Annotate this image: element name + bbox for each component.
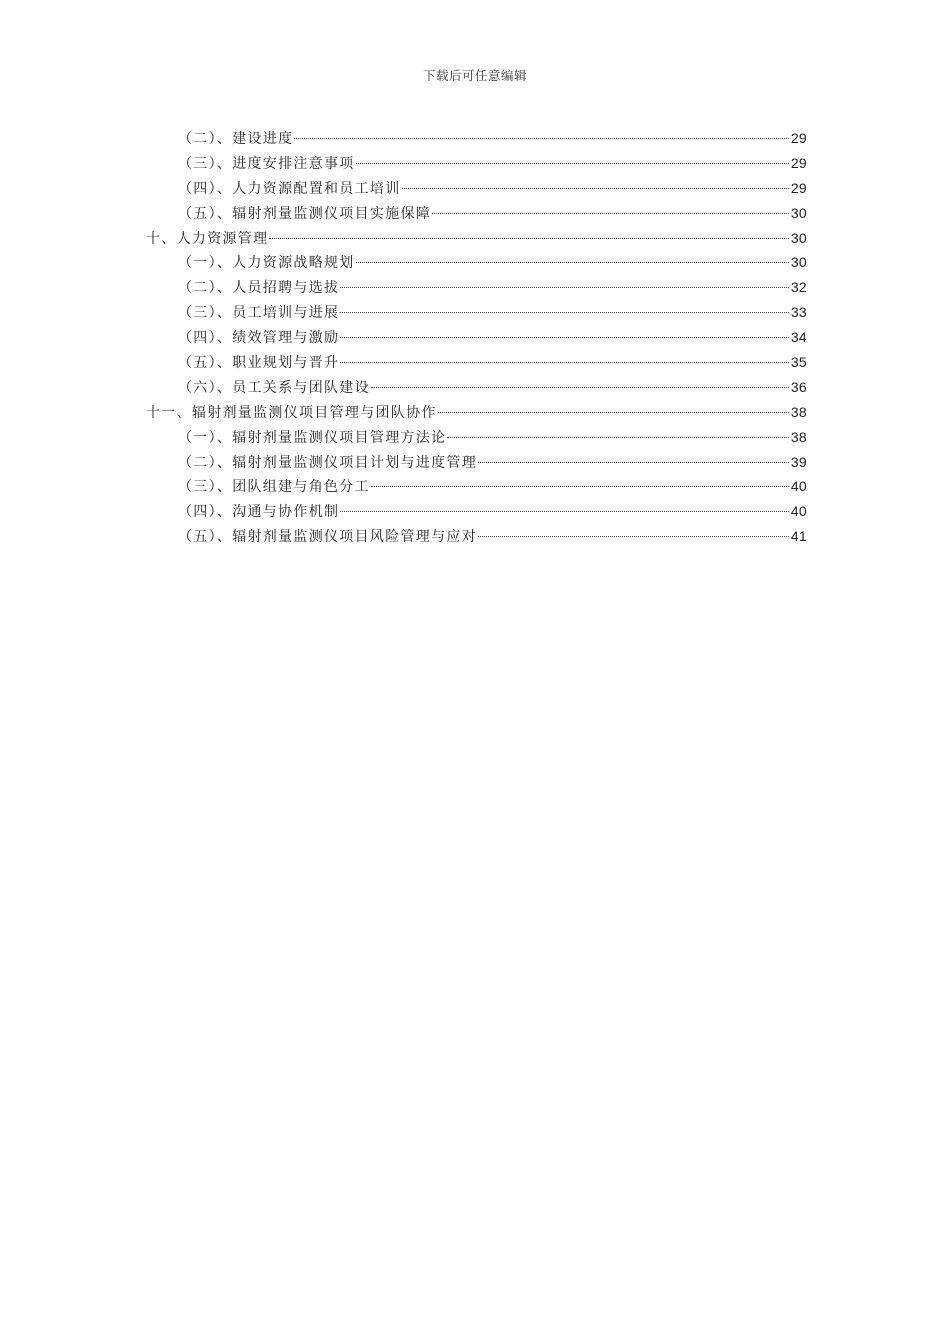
toc-entry-page-number: 30: [790, 254, 807, 271]
toc-entry-page-number: 36: [790, 378, 807, 395]
toc-dot-leader: [340, 337, 789, 338]
toc-entry[interactable]: [146, 499, 807, 524]
toc-entry[interactable]: [146, 250, 807, 275]
toc-dot-leader: [478, 462, 789, 463]
toc-entry-page-number: 32: [790, 279, 807, 296]
toc-dot-leader: [371, 387, 789, 388]
toc-entry[interactable]: [146, 325, 807, 350]
toc-entry-title: （二）、辐射剂量监测仪项目计划与进度管理: [178, 454, 477, 471]
toc-entry-page-number: 30: [790, 204, 807, 221]
toc-entry-title: （五）、辐射剂量监测仪项目实施保障: [178, 205, 432, 222]
toc-dot-leader: [340, 287, 789, 288]
toc-dot-leader: [371, 486, 789, 487]
toc-entry-title: （五）、职业规划与晋升: [178, 355, 340, 372]
toc-entry[interactable]: [146, 176, 807, 201]
toc-dot-leader: [432, 213, 789, 214]
toc-entry-page-number: 33: [790, 304, 807, 321]
toc-entry[interactable]: [146, 350, 807, 375]
toc-entry[interactable]: [146, 126, 807, 151]
toc-entry-title: （四）、沟通与协作机制: [178, 504, 340, 521]
toc-entry-page-number: 29: [790, 154, 807, 171]
page-header: 下载后可任意编辑: [422, 68, 527, 83]
toc-entry-title: 十一、辐射剂量监测仪项目管理与团队协作: [146, 404, 437, 421]
toc-dot-leader: [438, 412, 789, 413]
toc-entry-title: 十、人力资源管理: [146, 230, 269, 247]
toc-entry-page-number: 35: [790, 354, 807, 371]
toc-entry-page-number: 38: [790, 428, 807, 445]
toc-entry-title: （二）、建设进度: [178, 131, 294, 147]
toc-dot-leader: [402, 188, 789, 189]
toc-entry[interactable]: [146, 151, 807, 176]
toc-entry-page-number: 38: [790, 403, 807, 420]
toc-entry-title: （五）、辐射剂量监测仪项目风险管理与应对: [178, 529, 477, 546]
toc-entry[interactable]: [146, 226, 807, 251]
toc-dot-leader: [356, 163, 789, 164]
toc-dot-leader: [447, 437, 788, 438]
toc-dot-leader: [340, 511, 789, 512]
toc-entry-title: （三）、员工培训与进展: [178, 305, 340, 322]
toc-dot-leader: [269, 238, 788, 239]
toc-entry-title: （一）、辐射剂量监测仪项目管理方法论: [178, 429, 447, 446]
toc-entry-page-number: 34: [790, 329, 807, 346]
toc-entry-title: （四）、人力资源配置和员工培训: [178, 180, 401, 197]
toc-entry-title: （二）、人员招聘与选拔: [178, 280, 340, 297]
toc-entry[interactable]: [146, 425, 807, 450]
toc-entry[interactable]: [146, 400, 807, 425]
toc-entry-page-number: 39: [790, 453, 807, 470]
toc-entry[interactable]: [146, 300, 807, 325]
toc-dot-leader: [340, 312, 789, 313]
toc-entry-title: （六）、员工关系与团队建设: [178, 379, 370, 396]
toc-entry-page-number: 29: [790, 130, 807, 146]
toc-entry-page-number: 40: [790, 478, 807, 495]
toc-dot-leader: [294, 138, 788, 139]
toc-entry-page-number: 30: [790, 229, 807, 246]
toc-dot-leader: [356, 262, 789, 263]
toc-entry[interactable]: [146, 201, 807, 226]
toc-entry-page-number: 41: [790, 528, 807, 545]
toc-entry-title: （三）、团队组建与角色分工: [178, 479, 370, 496]
toc-entry-title: （三）、进度安排注意事项: [178, 155, 355, 172]
toc-entry-page-number: 29: [790, 179, 807, 196]
toc-entry[interactable]: [146, 474, 807, 499]
toc-entry-title: （四）、绩效管理与激励: [178, 330, 340, 347]
toc-entry[interactable]: [146, 524, 807, 549]
toc-entry[interactable]: [146, 275, 807, 300]
toc-dot-leader: [478, 536, 789, 537]
toc-dot-leader: [340, 362, 789, 363]
toc-entry[interactable]: [146, 450, 807, 475]
toc-entry-page-number: 40: [790, 503, 807, 520]
toc-entry[interactable]: [146, 375, 807, 400]
toc-entry-title: （一）、人力资源战略规划: [178, 255, 355, 272]
table-of-contents: [146, 126, 807, 549]
